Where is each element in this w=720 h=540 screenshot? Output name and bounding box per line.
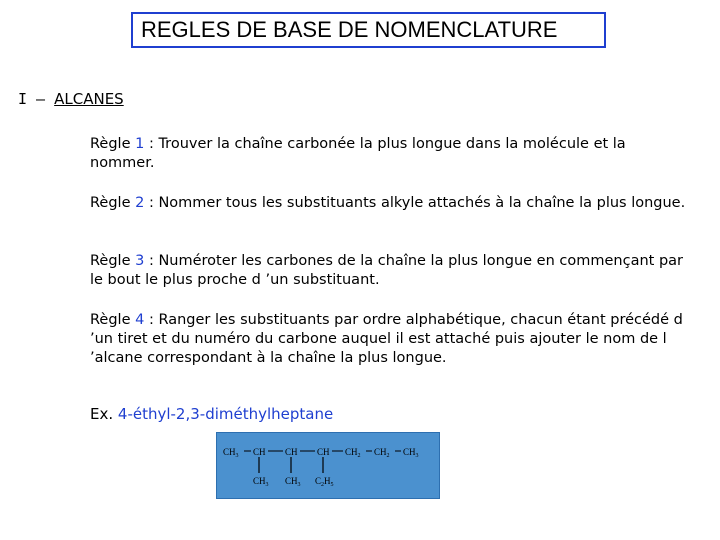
rule-label: Règle — [90, 312, 131, 328]
rule-colon: : — [144, 312, 154, 328]
section-number: I – — [18, 90, 46, 108]
rule-colon: : — [144, 195, 154, 211]
rule-colon: : — [144, 253, 154, 269]
rule-1 — [90, 135, 690, 173]
substituent-1: $CH_3$ — [253, 476, 269, 488]
rule-label: Règle — [90, 253, 131, 269]
rule-number: 1 — [135, 136, 145, 152]
chain-atom-1: $CH_3$ — [223, 447, 239, 459]
chain-atom-7: $CH_3$ — [403, 447, 419, 459]
rule-text: Trouver la chaîne carbonée la plus longue dans la molécule et la nommer. — [90, 136, 626, 171]
example-name: 4-éthyl-2,3-diméthylheptane — [117, 405, 334, 423]
rule-4 — [90, 311, 690, 368]
rule-text: Numéroter les carbones de la chaîne la plus longue en commençant par le bout le plus proche d ’un substituant. — [90, 253, 684, 288]
substituent-3: $C_2H_5$ — [315, 476, 334, 488]
page-title: REGLES DE BASE DE NOMENCLATURE — [133, 14, 604, 46]
section-heading — [18, 90, 124, 108]
chain-atom-4: CH — [317, 447, 330, 457]
rule-3 — [90, 252, 690, 290]
chain-atom-3: CH — [285, 447, 298, 457]
example — [90, 405, 333, 423]
substituent-2: $CH_3$ — [285, 476, 301, 488]
rule-text: Ranger les substituants par ordre alphabétique, chacun étant précédé d ’un tiret et du numéro du carbone auquel il est attaché puis ajouter le nom de l ’alcane correspondant à la chaîne la plus longue. — [90, 312, 683, 366]
rule-text: Nommer tous les substituants alkyle attachés à la chaîne la plus longue. — [153, 195, 686, 211]
rule-number: 4 — [135, 312, 145, 328]
structural-formula — [216, 432, 440, 499]
rule-label: Règle — [90, 136, 131, 152]
chain-atom-5: $CH_2$ — [345, 447, 361, 459]
rule-number: 3 — [135, 253, 145, 269]
rule-number: 2 — [135, 195, 145, 211]
chain-atom-6: $CH_2$ — [374, 447, 390, 459]
rule-colon: : — [144, 136, 154, 152]
section-title: ALCANES — [54, 90, 124, 108]
formula-svg — [217, 433, 441, 500]
example-prefix: Ex. — [90, 405, 114, 423]
title-box — [131, 12, 606, 48]
rule-label: Règle — [90, 195, 131, 211]
main-chain — [223, 447, 419, 459]
rule-2 — [90, 194, 690, 213]
chain-atom-2: CH — [253, 447, 266, 457]
substituents — [253, 476, 334, 488]
